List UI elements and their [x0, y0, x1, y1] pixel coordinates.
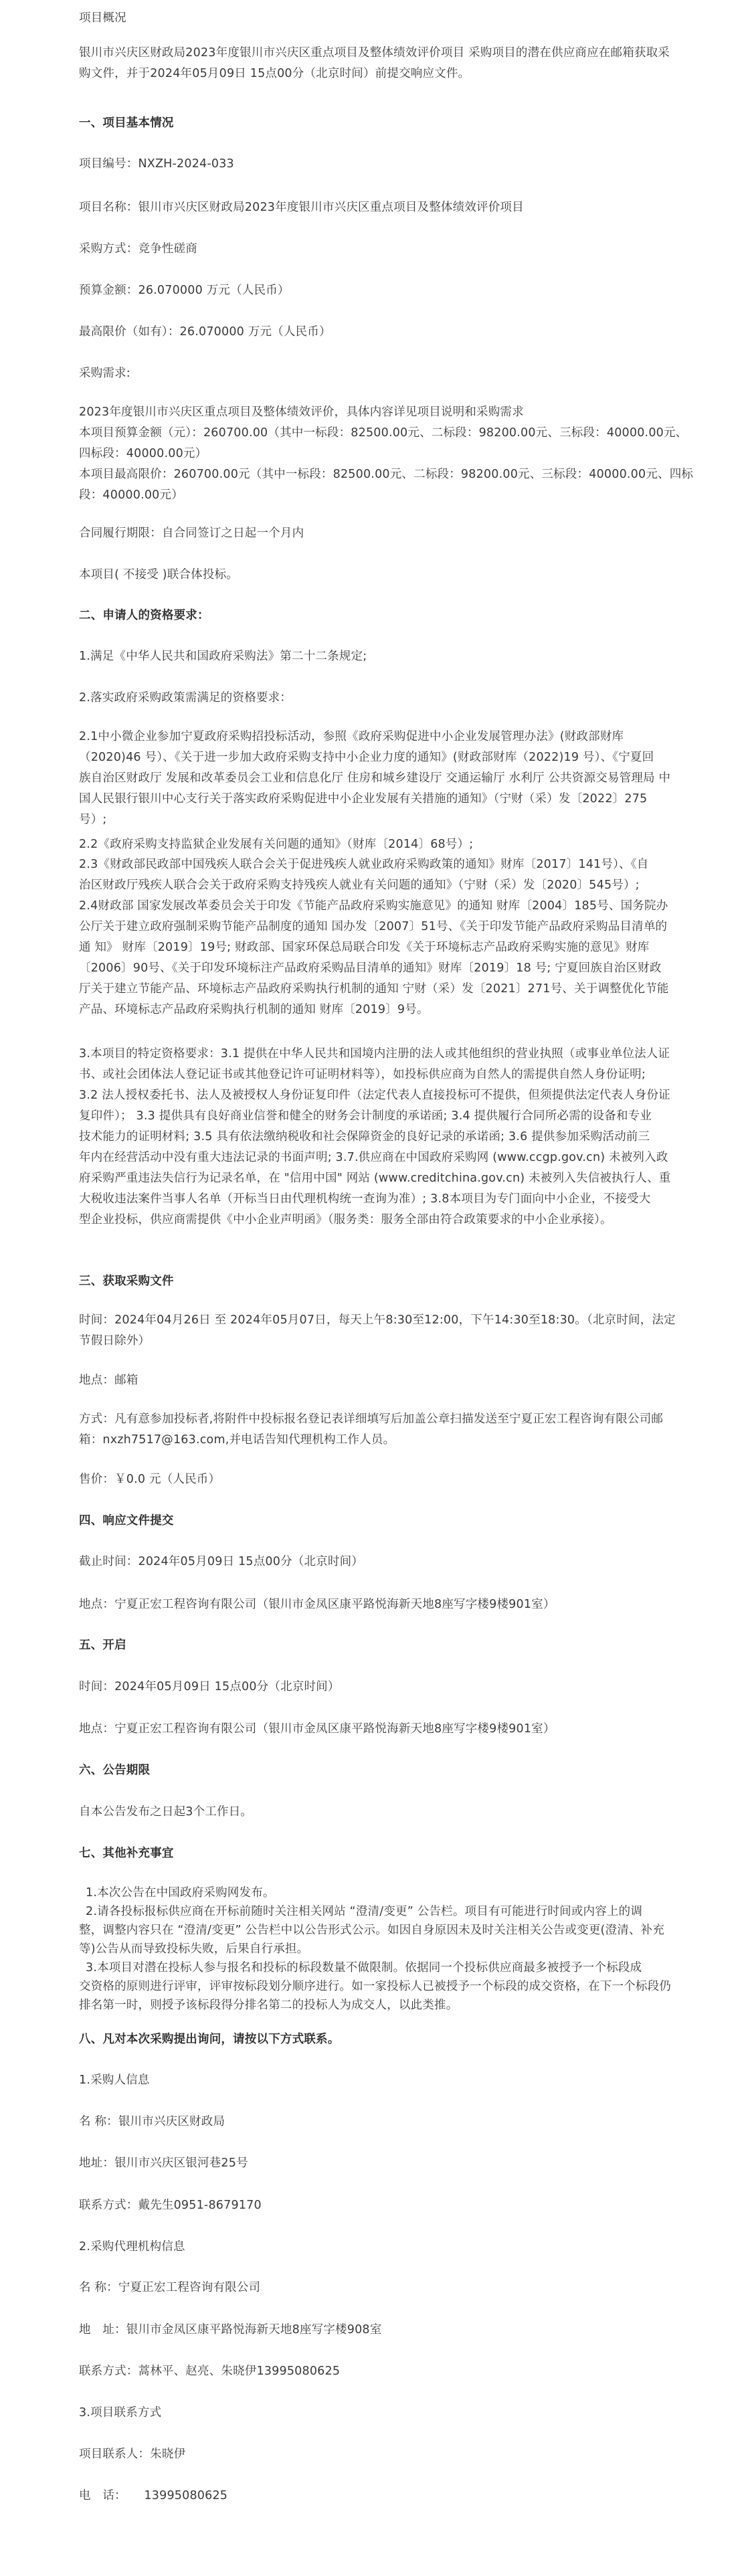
overview-title: 项目概况: [79, 11, 126, 25]
qualification-line: 大税收违法案件当事人名单（开标当日由代理机构统一查询为准）; 3.8本项目为专门面向中小企业，不接受大: [79, 1192, 651, 1206]
intro-line: 购文件，并于2024年05月09日 15点00分（北京时间）前提交响应文件。: [79, 67, 470, 80]
acquire-method: [79, 1409, 666, 1451]
budget-amount: 预算金额：26.070000 万元（人民币）: [79, 284, 290, 297]
buyer-address: 地址：银川市兴庆区银河巷25号: [79, 2156, 248, 2170]
qualification-line: 通 知》 财库〔2019〕19号; 财政部、国家环保总局联合印发《关于环境标志产品政府采购实施的意见》财库: [79, 941, 650, 954]
project-name: 项目名称：银川市兴庆区财政局2023年度银川市兴庆区重点项目及整体绩效评价项目: [79, 201, 524, 214]
project-number: 项目编号：NXZH-2024-033: [79, 157, 234, 171]
qualification-line: 书、或社会团体法人登记证书或其他登记许可证明材料等），如投标供应商为自然人的需提供自然人身份证明;: [79, 1068, 646, 1081]
section-6-heading: 六、公告期限: [79, 1764, 151, 1777]
qualification-line: 2.3《财政部民政部中国残疾人联合会关于促进残疾人就业政府采购政策的通知》财库〔2017〕141号）、《自: [79, 858, 649, 871]
note-line: 1.本次公告在中国政府采购网发布。: [86, 1886, 275, 1900]
requirements-label: 采购需求:: [79, 367, 130, 380]
section-5-heading: 五、开启: [79, 1639, 126, 1652]
section-8-heading: 八、凡对本次采购提出询问，请按以下方式联系。: [79, 2033, 340, 2046]
section-3-heading: 三、获取采购文件: [79, 1275, 174, 1288]
section-1-heading: 一、项目基本情况: [79, 116, 174, 130]
section-4-heading: 四、响应文件提交: [79, 1514, 174, 1528]
qualification-line: 府采购严重违法失信行为记录名单，在 "信用中国" 网站 (www.creditchina.gov.cn) 未被列入失信被执行人、重: [79, 1172, 671, 1185]
requirements-block: [79, 402, 694, 506]
project-contact-title: 3.项目联系方式: [79, 2406, 162, 2419]
acquire-time-line: 时间：2024年04月26日 至 2024年05月07日，每天上午8:30至12:00，下午14:30至18:30。（北京时间，法定: [79, 1313, 676, 1327]
acquire-method-line: 箱：nxzh7517@163.com,并电话告知代理机构工作人员。: [79, 1433, 395, 1447]
qualification-line: 族自治区财政厅 发展和改革委员会工业和信息化厅 住房和城乡建设厅 交通运输厅 水利厅 公共资源交易管理局 中: [79, 771, 671, 785]
qualification-line: 技术能力的证明材料; 3.5 具有依法缴纳税收和社会保障资金的良好记录的承诺函; 3.6 提供参加采购活动前三: [79, 1130, 650, 1143]
agent-name: 名 称：宁夏正宏工程咨询有限公司: [79, 2281, 261, 2294]
requirements-line: 2023年度银川市兴庆区重点项目及整体绩效评价，具体内容详见项目说明和采购需求: [79, 405, 524, 419]
intro-line: 银川市兴庆区财政局2023年度银川市兴庆区重点项目及整体绩效评价项目 采购项目的潜在供应商应在邮箱获取采: [79, 46, 670, 60]
acquire-method-line: 方式：凡有意参加投标者,将附件中投标报名登记表详细填写后加盖公章扫描发送至宁夏正宏工程咨询有限公司邮: [79, 1412, 664, 1426]
qualification-1: 1.满足《中华人民共和国政府采购法》第二十二条规定;: [79, 650, 367, 663]
buyer-name: 名 称：银川市兴庆区财政局: [79, 2115, 225, 2128]
acquire-time: [79, 1310, 676, 1352]
project-contact-phone: 电 话： 13995080625: [79, 2489, 228, 2502]
qualification-line: 〔2006〕90号、《关于印发环境标注产品政府采购品目清单的通知》财库〔2019〕18 号; 宁夏回族自治区财政: [79, 961, 662, 975]
note-line: 排名第一时，则授予该标段得分排名第二的投标人为成交人，以此类推。: [79, 1999, 458, 2012]
qualification-line: 治区财政厅残疾人联合会关于政府采购支持残疾人就业有关问题的通知》（宁财（采）发〔2020〕545号）;: [79, 879, 640, 892]
document-price: 售价：￥0.0 元（人民币）: [79, 1473, 221, 1486]
acquire-time-line: 节假日除外）: [79, 1334, 151, 1348]
qualification-line: （2020)46 号）、《关于进一步加大政府采购支持中小企业力度的通知》(财政部财库（2022)19 号）、《宁夏回: [79, 751, 654, 764]
qualification-line: 公厅关于建立政府强制采购节能产品制度的通知 国办发〔2007〕51号、《关于印发节能产品政府采购品目清单的: [79, 920, 668, 933]
qualification-line: 3.2 法人授权委托书、法人及被授权人身份证复印件（法定代表人直接投标可不提供，但须提供法定代表人身份证: [79, 1089, 670, 1102]
qualification-line: 复印件）； 3.3 提供具有良好商业信誉和健全的财务会计制度的承诺函; 3.4 提供履行合同所必需的设备和专业: [79, 1109, 652, 1123]
supplementary-notes: [79, 1883, 671, 2015]
agent-address: 地 址：银川市金凤区康平路悦海新天地8座写字楼908室: [79, 2323, 382, 2336]
acquire-place: 地点：邮箱: [79, 1374, 138, 1387]
requirements-line: 本项目最高限价：260700.00元（其中一标段：82500.00元、二标段：98200.00元、三标段：40000.00元、四标: [79, 468, 694, 481]
intro-paragraph: [79, 43, 670, 84]
qualification-2-1: [79, 727, 671, 830]
notice-period: 自本公告发布之日起3个工作日。: [79, 1805, 253, 1819]
qualification-2-2: 2.2《政府采购支持监狱企业发展有关问题的通知》（财库〔2014〕68号）;: [79, 838, 474, 851]
agent-contact: 联系方式：蒿林平、赵亮、朱晓伊13995080625: [79, 2365, 341, 2378]
qualification-line: 产品、环境标志产品政府采购执行机制的通知 财库〔2019〕9号。: [79, 1003, 429, 1016]
opening-place: 地点：宁夏正宏工程咨询有限公司（银川市金凤区康平路悦海新天地8座写字楼9楼901室）: [79, 1722, 555, 1736]
qualification-line: 号）;: [79, 813, 107, 826]
qualification-2: 2.落实政府采购政策需满足的资格要求：: [79, 691, 292, 705]
qualification-line: 2.1中小微企业参加宁夏政府采购招投标活动，参照《政府采购促进中小企业发展管理办法》(财政部财库: [79, 730, 624, 743]
note-line: 交资格的原则进行评审，评审按标段划分顺序进行。如一家投标人已被授予一个标段的成交资格，在下一个标段仍: [79, 1980, 671, 1993]
qualification-2-3: [79, 854, 669, 1020]
qualification-line: 3.本项目的特定资格要求：3.1 提供在中华人民共和国境内注册的法人或其他组织的营业执照（或事业单位法人证: [79, 1047, 670, 1061]
note-line: 2.请各投标报标供应商在开标前随时关注相关网站 “澄清/变更” 公告栏。项目有可能进行时间或内容上的调: [86, 1905, 643, 1918]
opening-time: 时间：2024年05月09日 15点00分（北京时间）: [79, 1680, 340, 1693]
submission-place: 地点：宁夏正宏工程咨询有限公司（银川市金凤区康平路悦海新天地8座写字楼9楼901室）: [79, 1598, 555, 1611]
qualification-line: 国人民银行银川中心支行关于落实政府采购促进中小企业发展有关措施的通知》（宁财（采）发〔2022〕275: [79, 792, 648, 806]
buyer-contact: 联系方式：戴先生0951-8679170: [79, 2199, 262, 2212]
note-line: 整，调整内容只在 “澄清/变更” 公告栏中以公告形式公示。如因自身原因未及时关注相关公告或变更(澄清、补充: [79, 1924, 665, 1937]
requirements-line: 段：40000.00元）: [79, 488, 183, 502]
consortium-note: 本项目( 不接受 )联合体投标。: [79, 568, 238, 581]
qualification-line: 2.4财政部 国家发展改革委员会关于印发《节能产品政府采购实施意见》的通知 财库〔2004〕185号、国务院办: [79, 899, 668, 913]
contract-period: 合同履行期限：自合同签订之日起一个月内: [79, 527, 304, 540]
qualification-line: 年内在经营活动中没有重大违法记录的书面声明; 3.7.供应商在中国政府采购网 (www.ccgp.gov.cn) 未被列入政: [79, 1151, 668, 1164]
note-line: 3.本项目对潜在投标人参与报名和投标的标段数量不做限制。依据同一个投标供应商最多被授予一个标段成: [86, 1961, 642, 1974]
qualification-line: 型企业投标，供应商需提供《中小企业声明函》（服务类：服务全部由符合政策要求的中小企业承接）。: [79, 1213, 612, 1226]
section-2-heading: 二、申请人的资格要求：: [79, 609, 209, 622]
note-line: 等)公告从而导致投标失败，后果自行承担。: [79, 1942, 309, 1956]
section-7-heading: 七、其他补充事宜: [79, 1847, 174, 1860]
procurement-method: 采购方式：竞争性磋商: [79, 242, 197, 256]
buyer-info-title: 1.采购人信息: [79, 2074, 150, 2087]
submission-deadline: 截止时间：2024年05月09日 15点00分（北京时间）: [79, 1555, 363, 1568]
requirements-line: 本项目预算金额（元）：260700.00（其中一标段：82500.00元、二标段：98200.00元、三标段：40000.00元、: [79, 426, 688, 440]
agent-info-title: 2.采购代理机构信息: [79, 2240, 185, 2253]
project-contact-person: 项目联系人：朱晓伊: [79, 2448, 186, 2461]
qualification-line: 厅关于建立节能产品、环境标志产品政府采购执行机制的通知 宁财（采）发〔2021〕271号、关于调整优化节能: [79, 982, 669, 996]
requirements-line: 四标段：40000.00元）: [79, 447, 207, 460]
max-price: 最高限价（如有）：26.070000 万元（人民币）: [79, 325, 331, 339]
qualification-3: [79, 1044, 671, 1230]
